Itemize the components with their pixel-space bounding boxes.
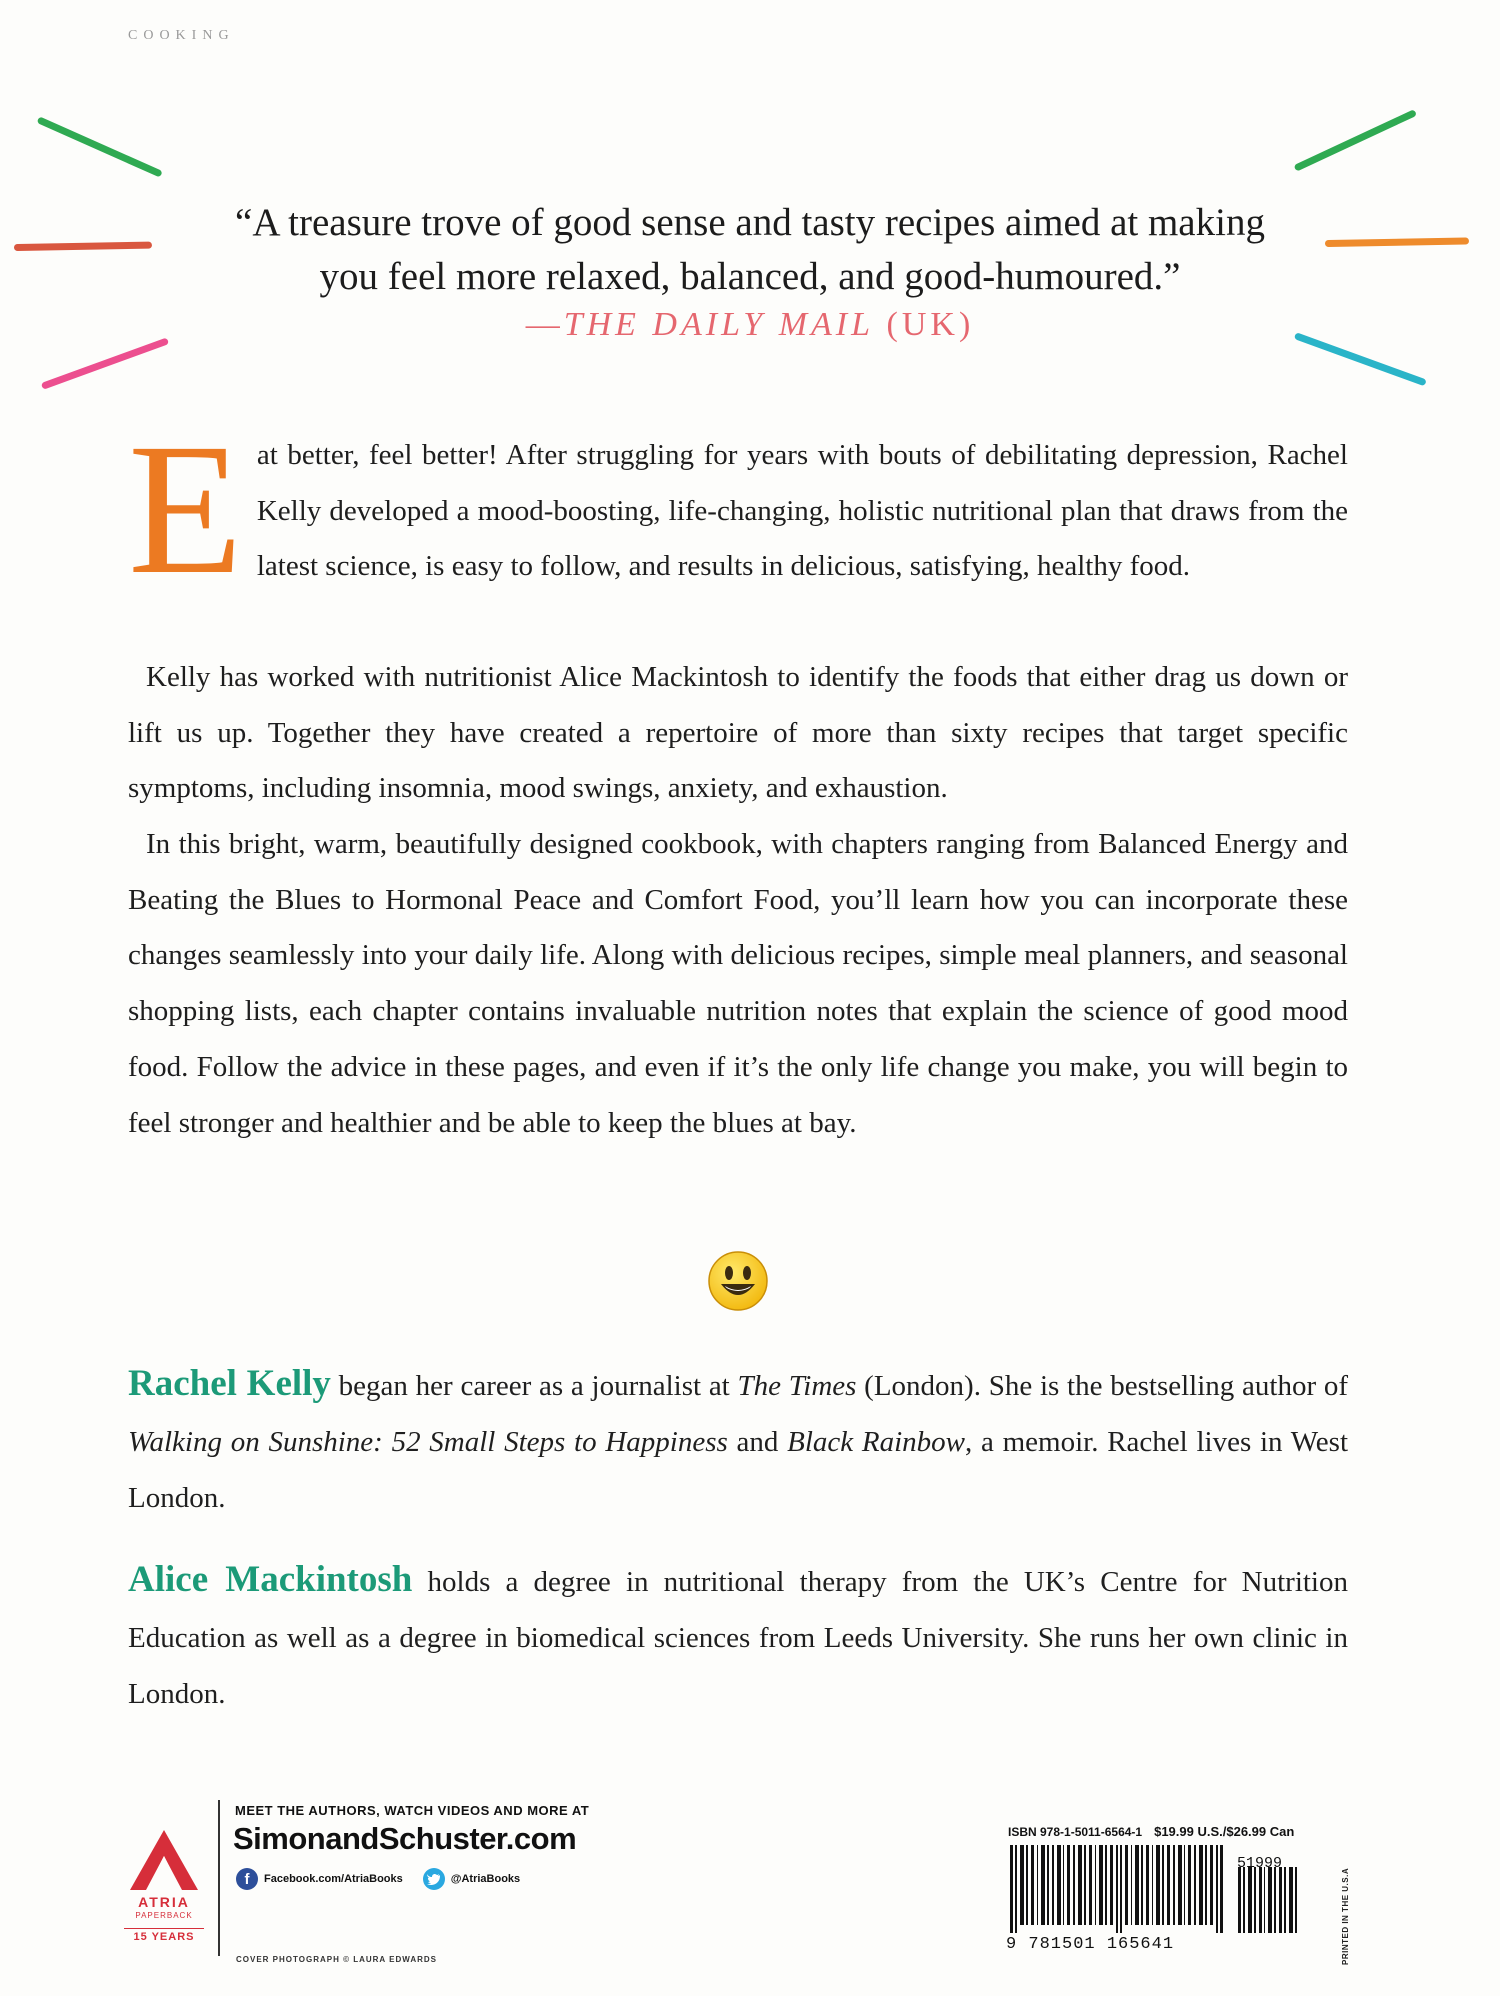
quote-line-1: “A treasure trove of good sense and tasty recipes aimed at making (235, 201, 1265, 244)
printed-in-label: PRINTED IN THE U.S.A (1341, 1867, 1350, 1965)
description-paragraph-3: In this bright, warm, beautifully designed cookbook, with chapters ranging from Balanced Energy and Beating the Blues to Hormonal Peace and Comfort Food, you’ll learn how you can incorporate these changes seamlessly into your daily life. Along with delicious recipes, simple meal planners, and seasonal shopping lists, each chapter contains invaluable nutrition notes that explain the science of good mood food. Follow the advice in these pages, and even if it’s the only life change you make, you will begin to feel stronger and healthier and be able to keep the blues at bay. (128, 828, 1348, 1139)
smiley-icon (707, 1250, 769, 1317)
footer-divider (218, 1800, 220, 1956)
bio-alice-mackintosh (128, 1552, 1348, 1722)
description-p1-text: at better, feel better! After struggling for years with bouts of debilitating depression, Rachel Kelly developed a mood-boosting, life-changing, holistic nutritional plan that draws from the latest science, is easy to follow, and results in delicious, satisfying, healthy food. (256, 439, 1348, 583)
quote-region: (UK) (874, 306, 975, 343)
isbn: ISBN 978-1-5011-6564-1 (1008, 1825, 1143, 1839)
barcode-ext-digits: 51999 (1237, 1855, 1283, 1872)
cover-credit: COVER PHOTOGRAPH © LAURA EDWARDS (236, 1955, 438, 1964)
twitter-icon (423, 1868, 445, 1890)
bio-kelly-text-1: began her career as a journalist at (330, 1370, 738, 1402)
bio-kelly-text-3: and (727, 1426, 788, 1458)
publisher-website-link[interactable]: SimonandSchuster.com (233, 1821, 577, 1856)
description-paragraph-1 (128, 404, 1348, 613)
bio-kelly-book-2: Black Rainbow (787, 1426, 966, 1458)
bio-kelly-paper: The Times (737, 1370, 857, 1402)
ray-red-left (14, 242, 152, 251)
twitter-link[interactable]: @AtriaBooks (450, 1873, 521, 1885)
bio-kelly-text-2: (London). She is the bestselling author of (856, 1370, 1349, 1402)
review-quote (160, 196, 1340, 304)
quote-dash: — (525, 306, 564, 343)
description-paragraph-2: Kelly has worked with nutritionist Alice Mackintosh to identify the foods that either drag us down or lift us up. Together they have created a repertoire of more than sixty recipes that target specific symptoms, including insomnia, mood swings, anxiety, and exhaustion. (128, 661, 1348, 805)
publisher-sub: PAPERBACK (135, 1911, 193, 1920)
ray-green-left (37, 116, 163, 177)
meet-authors-text: MEET THE AUTHORS, WATCH VIDEOS AND MORE AT (235, 1803, 590, 1818)
ray-orange-right (1325, 237, 1469, 247)
facebook-icon: f (236, 1868, 258, 1890)
facebook-link[interactable]: Facebook.com/AtriaBooks (264, 1873, 403, 1885)
isbn-price-line (1008, 1824, 1294, 1839)
drop-cap: E (128, 404, 243, 613)
bio-kelly-text-4: , a memoir. Rachel lives in West London. (128, 1426, 1349, 1514)
atria-logo (124, 1828, 204, 1897)
price: $19.99 U.S./$26.99 Can (1154, 1824, 1295, 1839)
author-name-mackintosh: Alice Mackintosh (128, 1559, 413, 1600)
social-links (236, 1868, 520, 1890)
category-label: COOKING (128, 28, 235, 43)
barcode-digits: 9 781501 165641 (1006, 1935, 1175, 1954)
bio-kelly-book-1: Walking on Sunshine: 52 Small Steps to Happiness (128, 1426, 728, 1458)
publisher-name: ATRIA (138, 1894, 190, 1910)
publisher-years: 15 YEARS (124, 1928, 204, 1943)
ray-green-right (1294, 109, 1417, 172)
ray-pink-left (41, 337, 169, 389)
author-name-kelly: Rachel Kelly (128, 1363, 331, 1404)
quote-publication: THE DAILY MAIL (563, 306, 875, 343)
quote-line-2: you feel more relaxed, balanced, and good-humoured.” (319, 255, 1181, 298)
bio-mackintosh-text: holds a degree in nutritional therapy from the UK’s Centre for Nutrition Education as well as a degree in biomedical sciences from Leeds University. She runs her own clinic in London. (128, 1566, 1348, 1710)
quote-source (160, 306, 1340, 344)
bio-rachel-kelly (128, 1356, 1348, 1526)
